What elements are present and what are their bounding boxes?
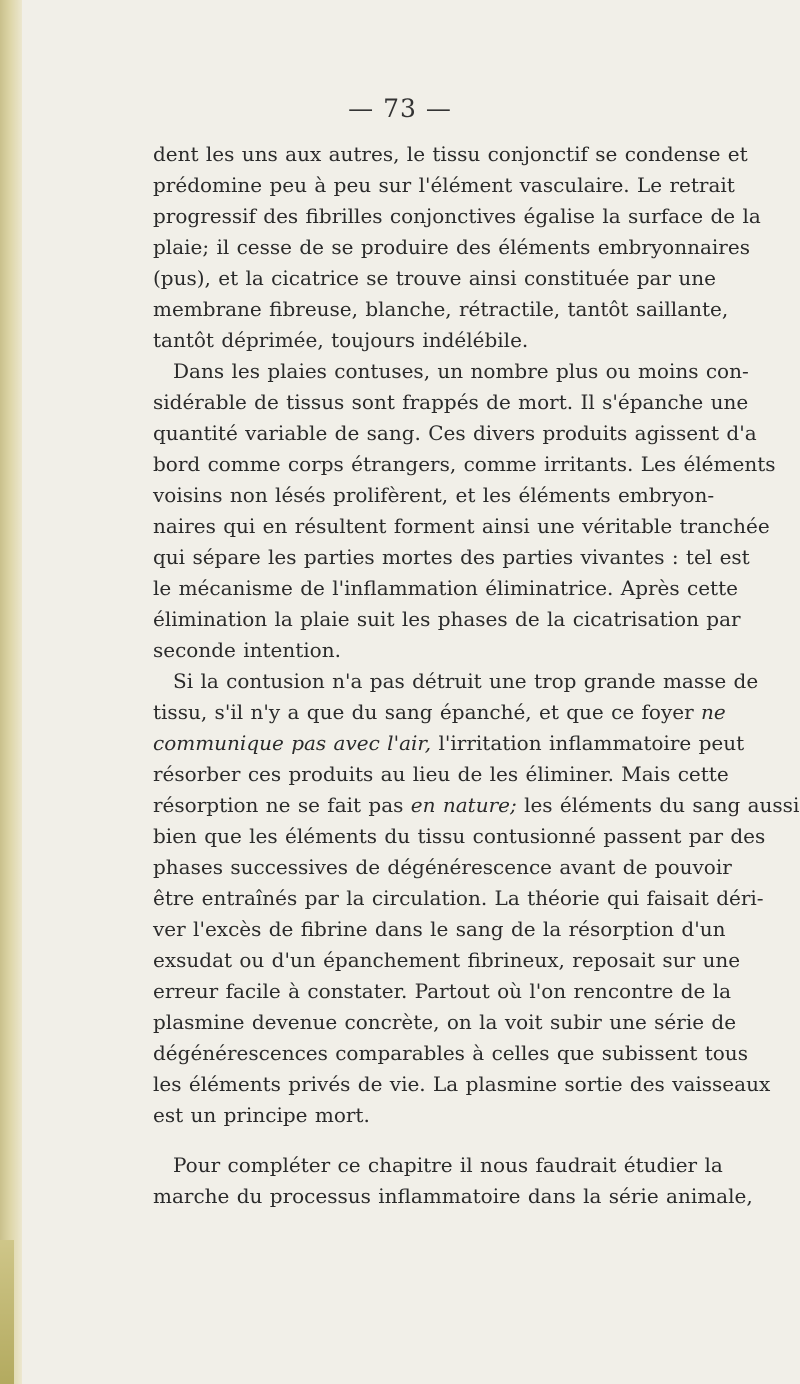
text-line: résorber ces produits au lieu de les éliminer. Mais cette	[153, 762, 729, 786]
text-line: erreur facile à constater. Partout où l'on rencontre de la	[153, 979, 732, 1003]
text-line: est un principe mort.	[153, 1103, 370, 1127]
text-line: bien que les éléments du tissu contusionné passent par des	[153, 824, 766, 848]
text-line: (pus), et la cicatrice se trouve ainsi constituée par une	[153, 266, 716, 290]
text-run: résorption ne se fait pas	[153, 793, 404, 817]
text-line: tantôt déprimée, toujours indélébile.	[153, 328, 529, 352]
text-line: sidérable de tissus sont frappés de mort. Il s'épanche une	[153, 390, 749, 414]
italic-text: communique pas avec l'air,	[153, 731, 432, 755]
text-line: Dans les plaies contuses, un nombre plus ou moins con-	[173, 359, 749, 383]
paragraph-4	[153, 1150, 753, 1212]
text-line: être entraînés par la circulation. La théorie qui faisait déri-	[153, 886, 764, 910]
text-run: l'irritation inflammatoire peut	[438, 731, 745, 755]
text-line: marche du processus inflammatoire dans la série animale,	[153, 1184, 753, 1208]
text-line: bord comme corps étrangers, comme irritants. Les éléments	[153, 452, 776, 476]
text-line: prédomine peu à peu sur l'élément vasculaire. Le retrait	[153, 173, 735, 197]
text-line: naires qui en résultent forment ainsi une véritable tranchée	[153, 514, 770, 538]
text-line	[153, 790, 800, 821]
text-line: seconde intention.	[153, 638, 341, 662]
text-line: quantité variable de sang. Ces divers produits agissent d'a	[153, 421, 757, 445]
body-text	[153, 139, 800, 1212]
page-edge-stain	[0, 1240, 14, 1384]
paragraph-1	[153, 139, 761, 356]
text-line: le mécanisme de l'inflammation éliminatrice. Après cette	[153, 576, 738, 600]
paragraph-2	[153, 356, 776, 666]
text-line: ver l'excès de fibrine dans le sang de la résorption d'un	[153, 917, 726, 941]
text-line: élimination la plaie suit les phases de la cicatrisation par	[153, 607, 741, 631]
text-line: voisins non lésés prolifèrent, et les éléments embryon-	[153, 483, 715, 507]
text-run: les éléments du sang aussi	[524, 793, 800, 817]
paragraph-gap	[153, 1131, 713, 1150]
text-line: plasmine devenue concrète, on la voit subir une série de	[153, 1010, 737, 1034]
text-line: dent les uns aux autres, le tissu conjonctif se condense et	[153, 142, 748, 166]
text-line: exsudat ou d'un épanchement fibrineux, reposait sur une	[153, 948, 741, 972]
text-line: les éléments privés de vie. La plasmine sortie des vaisseaux	[153, 1072, 771, 1096]
text-line: Pour compléter ce chapitre il nous faudrait étudier la	[173, 1153, 723, 1177]
text-line: progressif des fibrilles conjonctives égalise la surface de la	[153, 204, 761, 228]
text-line: Si la contusion n'a pas détruit une trop grande masse de	[173, 669, 759, 693]
text-line	[153, 697, 726, 728]
text-line: qui sépare les parties mortes des parties vivantes : tel est	[153, 545, 750, 569]
text-line: plaie; il cesse de se produire des éléments embryonnaires	[153, 235, 750, 259]
italic-text: en nature;	[410, 793, 517, 817]
page-number: — 73 —	[348, 94, 452, 123]
text-line: phases successives de dégénérescence avant de pouvoir	[153, 855, 732, 879]
text-line: dégénérescences comparables à celles que subissent tous	[153, 1041, 748, 1065]
text-run: tissu, s'il n'y a que du sang épanché, et que ce foyer	[153, 700, 694, 724]
page-edge-left	[0, 0, 22, 1384]
italic-text: ne	[701, 700, 726, 724]
text-line	[153, 728, 745, 759]
paragraph-3	[153, 666, 800, 1131]
text-line: membrane fibreuse, blanche, rétractile, tantôt saillante,	[153, 297, 729, 321]
